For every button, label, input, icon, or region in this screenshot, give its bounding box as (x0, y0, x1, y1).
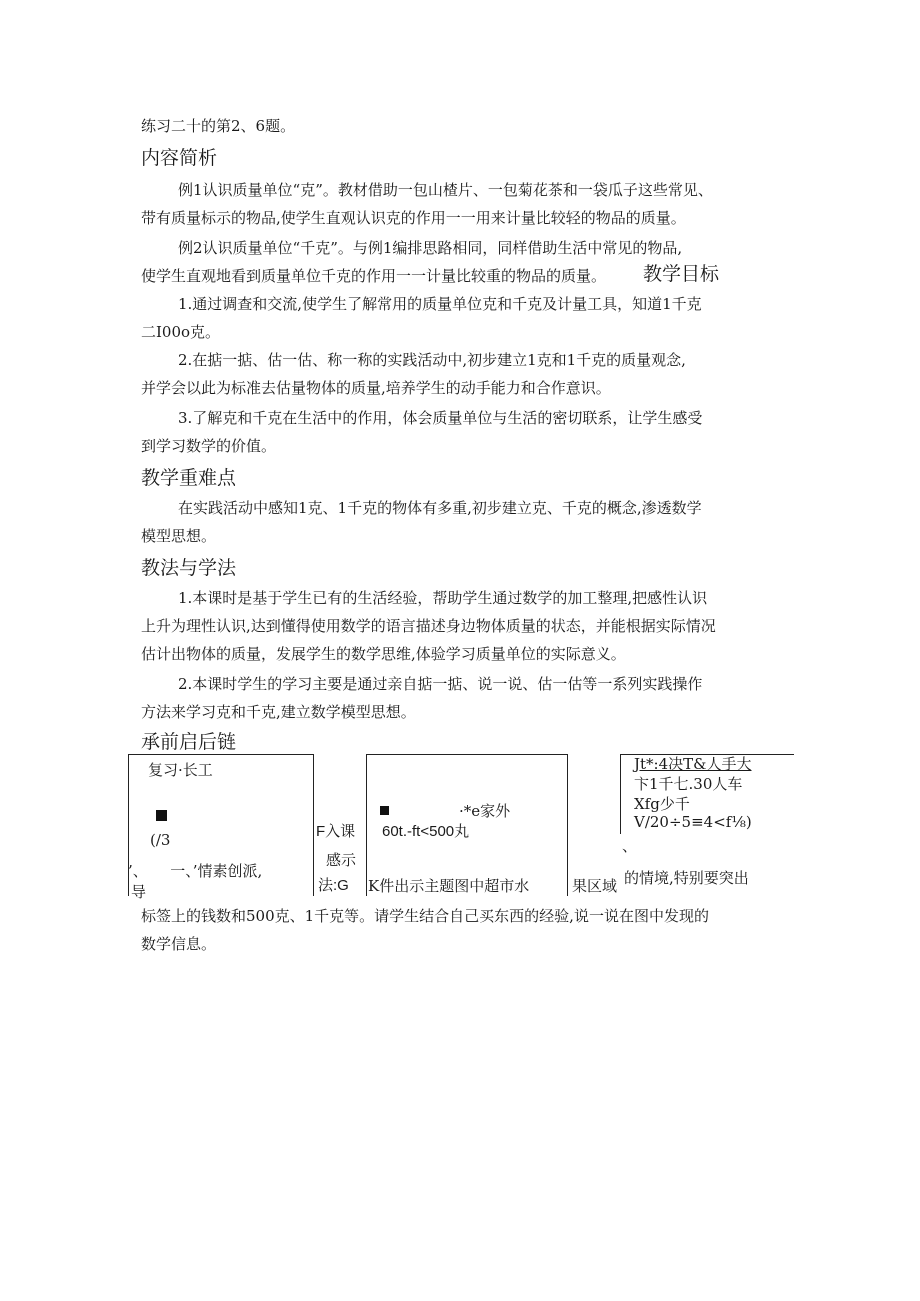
followup-line-2: 卞1千七.30人车 (634, 775, 743, 793)
followup-mark: 、 (622, 837, 638, 855)
intro-method-label-1: F入课 (316, 823, 356, 840)
fruit-area-label: 果区域 (572, 877, 618, 895)
followup-line-3: Xfg少千 (634, 795, 690, 813)
heading-key-difficulties: 教学重难点 (141, 467, 237, 489)
goal-2-line-1: 2.在掂一掂、估一估、称一称的实践活动中,初步建立1克和1千克的质量观念, (178, 351, 686, 369)
new-lesson-weights: 60t.-ft<500丸 (382, 823, 470, 840)
intro-method-label-3: 法:G (318, 877, 349, 894)
scene-tail-text: 的情境,特别要突出 (624, 869, 749, 887)
review-title: 复习·长工 (148, 761, 213, 779)
bullet-square-icon-2 (380, 806, 389, 815)
new-lesson-courseware: K件出示主题图中超市水 (368, 877, 530, 895)
after-chain-line-2: 数学信息。 (141, 935, 217, 953)
intro-method-label-2: 感示 (326, 851, 357, 869)
key-line-2: 模型思想。 (141, 527, 217, 545)
goal-3-line-1: 3.了解克和千克在生活中的作用，体会质量单位与生活的密切联系，让学生感受 (178, 409, 703, 427)
method-1-line-2: 上升为理性认识,达到懂得使用数学的语言描述身边物体质量的状态，并能根据实际情况 (141, 617, 716, 635)
method-1-line-1: 1.本课时是基于学生已有的生活经验，帮助学生通过数学的加工整理,把感性认识 (178, 589, 708, 607)
method-2-line-2: 方法来学习克和千克,建立数学模型思想。 (141, 703, 416, 721)
review-scenario-line: ’、 一、’情素创派, (128, 862, 263, 880)
followup-line-1: Jt*:4决T&人手大 (634, 755, 752, 773)
review-fraction: (/3 (150, 831, 171, 849)
content-paragraph-2-line-2: 使学生直观地看到质量单位千克的作用一一计量比较重的物品的质量。 (141, 267, 607, 285)
new-lesson-top: ·*e家外 (459, 802, 511, 820)
method-1-line-3: 估计出物体的质量，发展学生的数学思维,体验学习质量单位的实际意义。 (141, 645, 626, 663)
key-line-1: 在实践活动中感知1克、1千克的物体有多重,初步建立克、千克的概念,渗透数学 (178, 499, 702, 517)
review-bottom-char: 导 (131, 883, 147, 901)
heading-connection-chain: 承前启后链 (141, 731, 237, 753)
followup-line-4: V/20÷5≡4<f⅛) (634, 813, 752, 831)
goal-3-line-2: 到学习数学的价值。 (141, 437, 277, 455)
intro-line: 练习二十的第2、6题。 (141, 117, 296, 135)
content-paragraph-1-line-2: 带有质量标示的物品,使学生直观认识克的作用一一用来计量比较轻的物品的质量。 (141, 209, 686, 227)
content-paragraph-1-line-1: 例1认识质量单位“克”。教材借助一包山楂片、一包菊花茶和一袋瓜子这些常见、 (178, 181, 713, 199)
method-2-line-1: 2.本课时学生的学习主要是通过亲自掂一掂、说一说、估一估等一系列实践操作 (178, 675, 703, 693)
goal-2-line-2: 并学会以此为标准去估量物体的质量,培养学生的动手能力和合作意识。 (141, 379, 611, 397)
goal-1-line-1: 1.通过调查和交流,使学生了解常用的质量单位克和千克及计量工具，知道1千克 (178, 295, 702, 313)
after-chain-line-1: 标签上的钱数和500克、1千克等。请学生结合自己买东西的经验,说一说在图中发现的 (141, 907, 709, 925)
goal-1-line-2: 二I00o克。 (141, 323, 221, 341)
heading-teaching-methods: 教法与学法 (141, 557, 237, 579)
heading-teaching-goals: 教学目标 (643, 263, 720, 285)
bullet-square-icon (156, 810, 167, 821)
heading-content-analysis: 内容简析 (141, 147, 218, 169)
content-paragraph-2-line-1: 例2认识质量单位“千克”。与例1编排思路相同，同样借助生活中常见的物品, (178, 239, 683, 257)
